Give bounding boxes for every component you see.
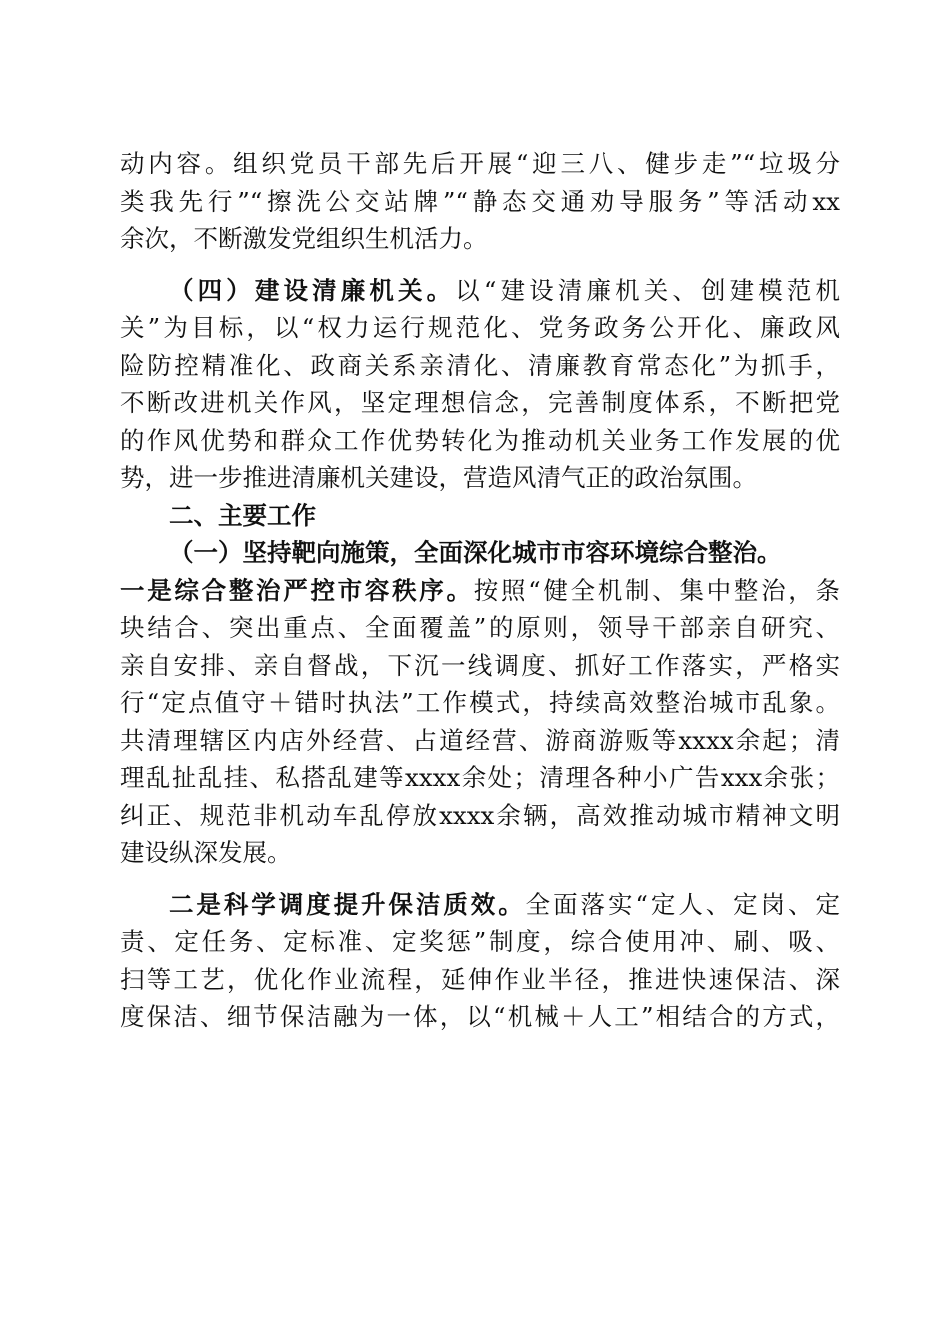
paragraph-line: 余次，不断激发党组织生机活力。 <box>120 224 488 253</box>
paragraph-line: 纠正、规范非机动车乱停放xxxx余辆，高效推动城市精神文明 <box>120 800 840 830</box>
paragraph-line: 共清理辖区内店外经营、占道经营、游商游贩等xxxx余起；清 <box>120 725 840 755</box>
paragraph-line: 不断改进机关作风，坚定理想信念，完善制度体系，不断把党 <box>120 388 840 417</box>
paragraph-line <box>120 886 840 924</box>
paragraph-line: 责、定任务、定标准、定奖惩”制度，综合使用冲、刷、吸、 <box>120 927 840 956</box>
section-title: 二、主要工作 <box>169 500 316 530</box>
paragraph-line <box>120 572 840 610</box>
item-lead: 一是综合整治严控市容秩序。 <box>120 575 474 605</box>
paragraph-line: 的作风优势和群众工作优势转化为推动机关业务工作发展的优 <box>120 425 840 455</box>
paragraph-line: 关”为目标，以“权力运行规范化、党务政务公开化、廉政风 <box>120 313 840 342</box>
paragraph-line: 块结合、突出重点、全面覆盖”的原则，领导干部亲自研究、 <box>120 613 840 642</box>
paragraph-text: 以“建设清廉机关、创建模范机 <box>455 275 840 305</box>
paragraph-line: 行“定点值守＋错时执法”工作模式，持续高效整治城市乱象。 <box>120 688 840 717</box>
paragraph-line: 扫等工艺，优化作业流程，延伸作业半径，推进快速保洁、深 <box>120 964 840 994</box>
document-body <box>120 145 840 1036</box>
paragraph-line: 类我先行”“擦洗公交站牌”“静态交通劝导服务”等活动xx <box>120 186 840 216</box>
paragraph-line: 理乱扯乱挂、私搭乱建等xxxx余处；清理各种小广告xxx余张； <box>120 763 840 792</box>
paragraph-line: 动内容。组织党员干部先后开展“迎三八、健步走”“垃圾分 <box>120 149 840 178</box>
paragraph-line: 势，进一步推进清廉机关建设，营造风清气正的政治氛围。 <box>120 463 757 492</box>
paragraph-line: 度保洁、细节保洁融为一体，以“机械＋人工”相结合的方式， <box>120 1002 840 1031</box>
paragraph-line: 险防控精准化、政商关系亲清化、清廉教育常态化”为抓手， <box>120 350 840 380</box>
subsection-heading: （一）坚持靶向施策，全面深化城市市容环境综合整治。 <box>169 538 782 567</box>
paragraph-text: 按照“健全机制、集中整治，条 <box>473 575 840 605</box>
paragraph-line: 建设纵深发展。 <box>120 838 292 867</box>
paragraph-line <box>120 272 840 310</box>
paragraph-text: 全面落实“定人、定岗、定 <box>525 889 840 919</box>
item-lead: 二是科学调度提升保洁质效。 <box>169 889 526 919</box>
paragraph-line: 亲自安排、亲自督战，下沉一线调度、抓好工作落实，严格实 <box>120 650 840 680</box>
subsection-heading: （四）建设清廉机关。 <box>169 275 456 305</box>
